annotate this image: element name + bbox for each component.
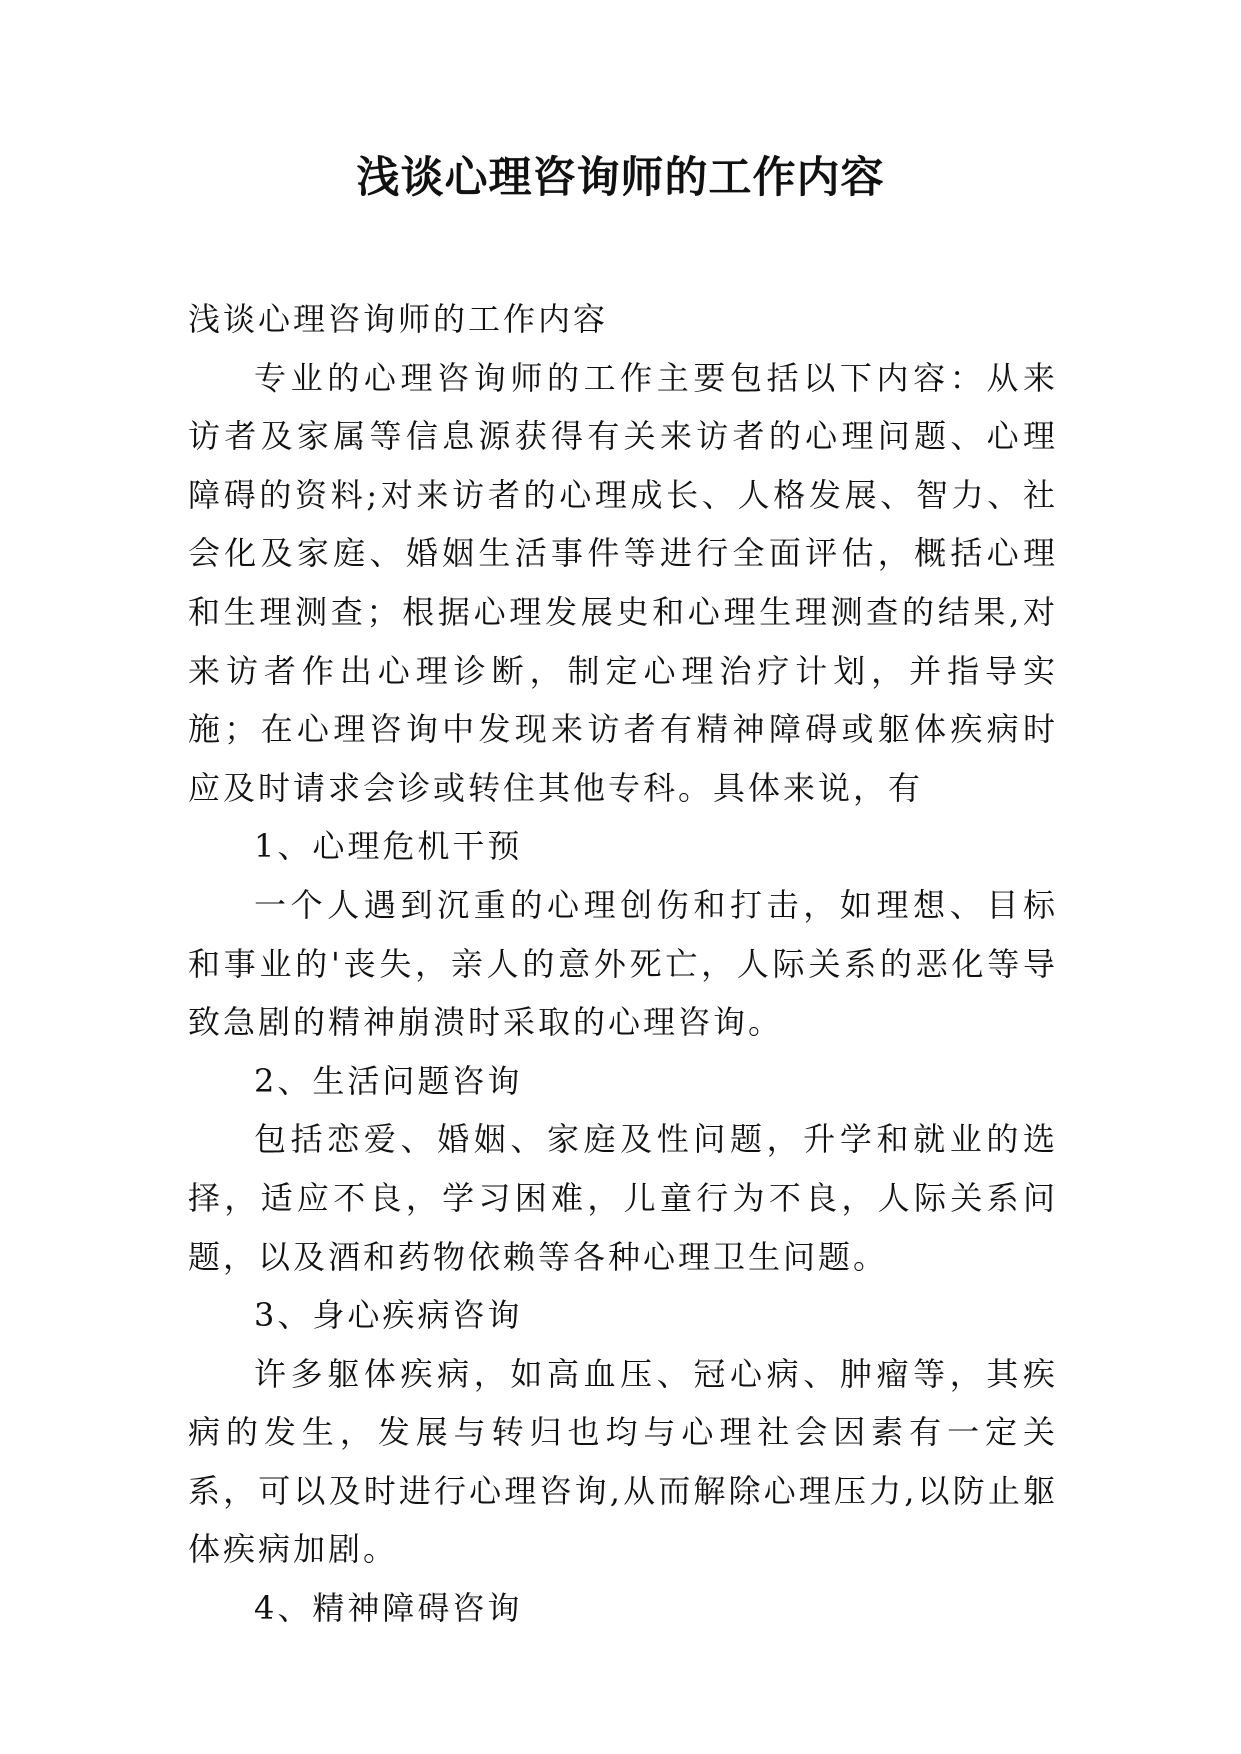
section-heading: 4、精神障碍咨询 <box>254 1589 523 1628</box>
section-heading: 2、生活问题咨询 <box>254 1061 523 1100</box>
intro-paragraph: 专业的心理咨询师的工作主要包括以下内容：从来访者及家属等信息源获得有关来访者的心理问题、心理障碍的资料;对来访者的心理成长、人格发展、智力、社会化及家庭、婚姻生活事件等进行全面评估，概括心理和生理测查；根据心理发展史和心理生理测查的结果,对来访者作出心理诊断，制定心理治疗计划，并指导实施；在心理咨询中发现来访者有精神障碍或躯体疾病时应及时请求会诊或转住其他专科。具体来说，有 <box>188 358 1058 807</box>
subtitle-paragraph: 浅谈心理咨询师的工作内容 <box>188 300 609 338</box>
body-paragraph: 包括恋爱、婚姻、家庭及性问题，升学和就业的选择，适应不良，学习困难，儿童行为不良，人际关系问题，以及酒和药物依赖等各种心理卫生问题。 <box>188 1120 1058 1276</box>
section-heading: 1、心理危机干预 <box>254 827 523 866</box>
document-body <box>188 290 1058 1638</box>
document-title: 浅谈心理咨询师的工作内容 <box>356 153 885 203</box>
body-paragraph: 许多躯体疾病，如高血压、冠心病、肿瘤等，其疾病的发生，发展与转归也均与心理社会因素有一定关系，可以及时进行心理咨询,从而解除心理压力,以防止躯体疾病加剧。 <box>188 1354 1058 1569</box>
section-heading: 3、身心疾病咨询 <box>254 1296 523 1335</box>
body-paragraph: 一个人遇到沉重的心理创伤和打击，如理想、目标和事业的'丧失，亲人的意外死亡，人际关系的恶化等导致急剧的精神崩溃时采取的心理咨询。 <box>188 885 1058 1042</box>
